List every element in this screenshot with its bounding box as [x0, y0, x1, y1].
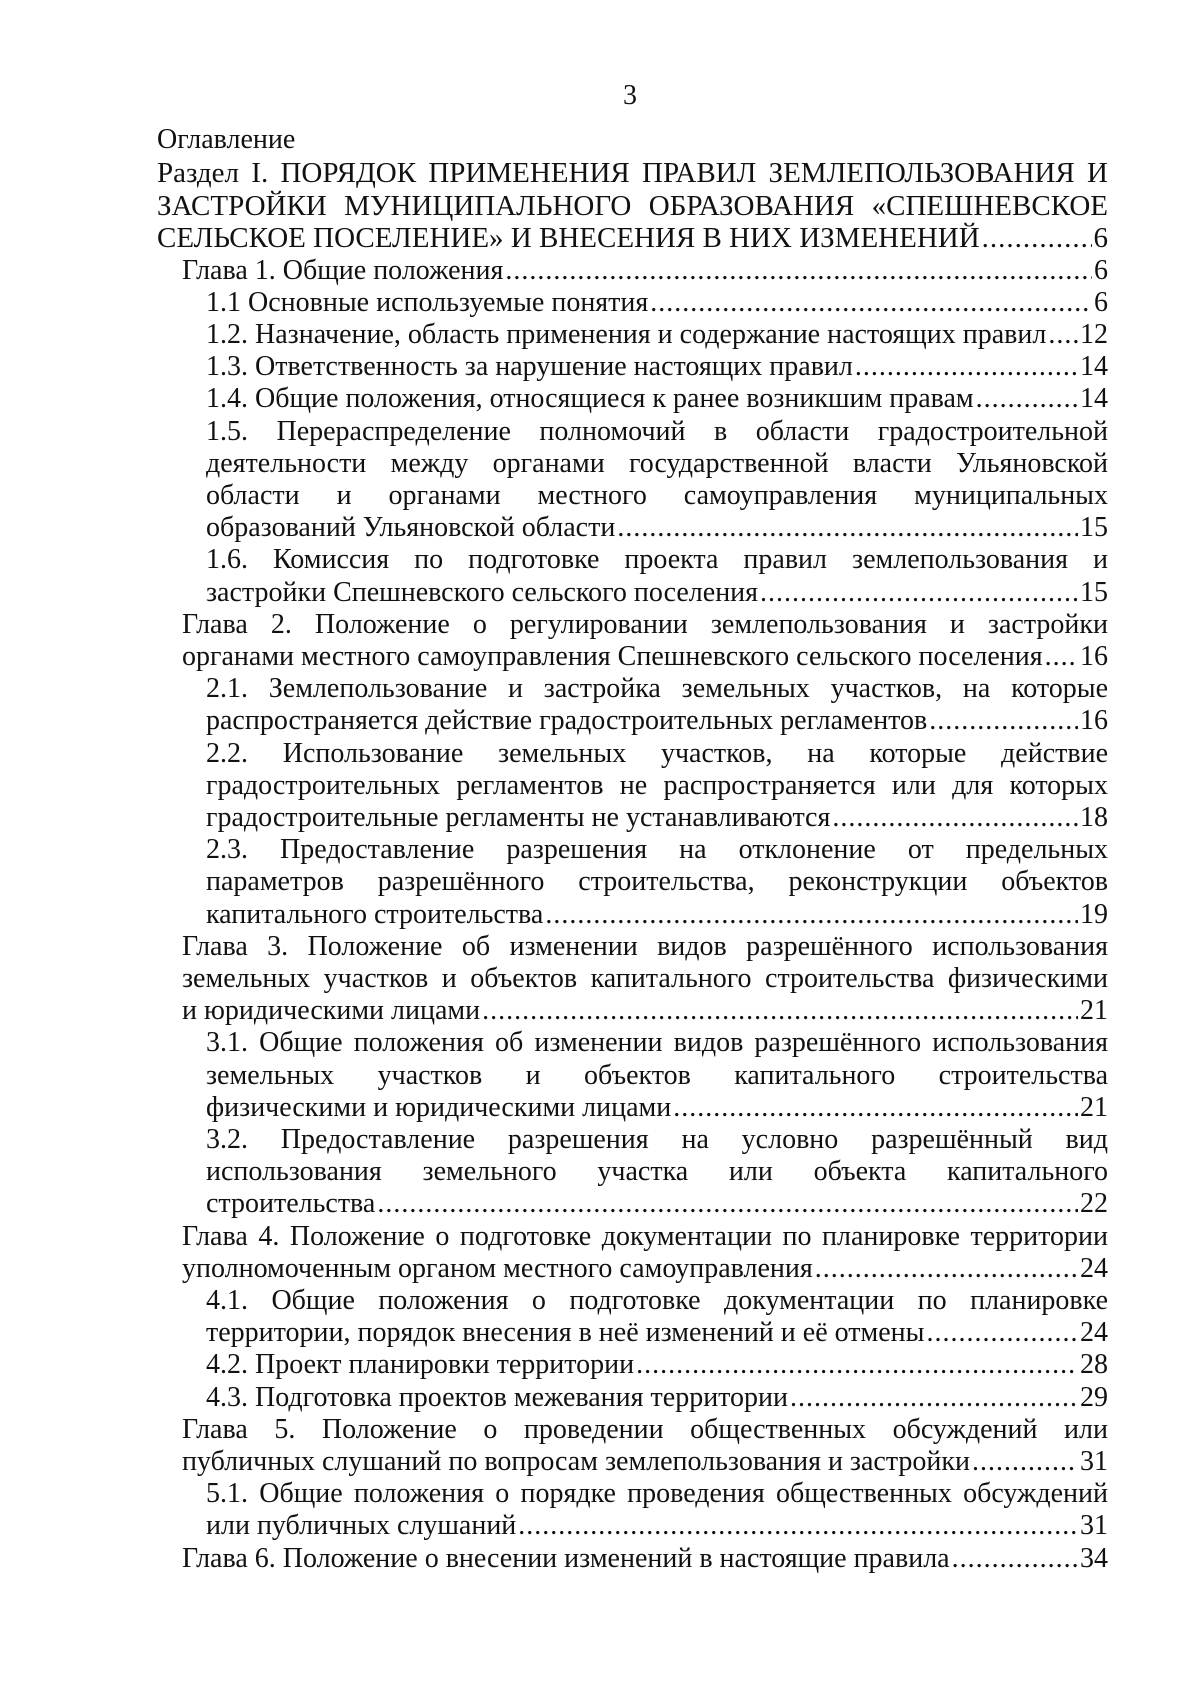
toc-entry-line: Глава 5. Положение о проведении общественных обсуждений или	[182, 1413, 1108, 1445]
toc-entry[interactable]	[206, 1349, 1108, 1381]
toc-entry-leader-line	[206, 1349, 1108, 1381]
dot-leader	[815, 1253, 1078, 1285]
toc-entry[interactable]	[182, 1543, 1108, 1575]
toc-entry-page-number: 34	[1080, 1542, 1108, 1574]
dot-leader	[926, 1317, 1078, 1349]
toc-entry-leader-line	[206, 899, 1108, 931]
toc-entry[interactable]	[182, 255, 1108, 287]
toc-entry-line: 3.2. Предоставление разрешения на условно разрешённый вид	[206, 1123, 1108, 1155]
toc-entry-title: капитального строительства	[206, 898, 544, 930]
toc-entry[interactable]	[206, 287, 1108, 319]
dot-leader	[650, 287, 1092, 319]
toc-entry-leader-line	[206, 383, 1108, 415]
toc-entry-leader-line	[206, 1510, 1108, 1542]
dot-leader	[1045, 641, 1078, 673]
dot-leader	[972, 1446, 1078, 1478]
dot-leader	[505, 255, 1092, 287]
toc-entry-title: физическими и юридическими лицами	[206, 1091, 672, 1123]
toc-entry[interactable]	[206, 319, 1108, 351]
toc-entry-line: градостроительных регламентов не распространяется или для которых	[206, 769, 1108, 801]
toc-entry-title: строительства	[206, 1188, 376, 1220]
toc-entry-page-number: 21	[1080, 995, 1108, 1027]
toc-entry-page-number: 15	[1080, 576, 1108, 608]
toc-entry-line: Раздел I. ПОРЯДОК ПРИМЕНЕНИЯ ПРАВИЛ ЗЕМЛЕПОЛЬЗОВАНИЯ И	[157, 157, 1108, 189]
toc-entry[interactable]	[206, 383, 1108, 415]
table-of-contents	[0, 157, 1200, 1575]
toc-entry-line: 1.6. Комиссия по подготовке проекта правил землепользования и	[206, 544, 1108, 576]
toc-entry-page-number: 28	[1080, 1349, 1108, 1381]
toc-entry-page-number: 6	[1094, 286, 1108, 318]
toc-entry[interactable]	[182, 931, 1108, 1028]
toc-entry-line: 2.2. Использование земельных участков, на которые действие	[206, 737, 1108, 769]
toc-entry-line: использования земельного участка или объекта капитального	[206, 1156, 1108, 1188]
toc-entry-page-number: 6	[1094, 254, 1108, 286]
toc-entry-title: распространяется действие градостроительных регламентов	[206, 705, 928, 737]
toc-entry-title: градостроительные регламенты не устанавливаются	[206, 801, 831, 833]
toc-entry[interactable]	[206, 1382, 1108, 1414]
toc-entry-leader-line	[182, 641, 1108, 673]
dot-leader	[982, 222, 1092, 255]
dot-leader	[545, 899, 1078, 931]
toc-entry-line: 1.5. Перераспределение полномочий в области градостроительной	[206, 415, 1108, 447]
toc-entry-title: застройки Спешневского сельского поселения	[206, 576, 759, 608]
page-number: 3	[623, 80, 637, 111]
dot-leader	[673, 1092, 1078, 1124]
toc-entry[interactable]	[206, 834, 1108, 931]
toc-entry-line: 2.1. Землепользование и застройка земельных участков, на которые	[206, 673, 1108, 705]
toc-entry-title: уполномоченным органом местного самоуправления	[182, 1252, 813, 1284]
toc-entry-leader-line	[206, 319, 1108, 351]
toc-entry-line: области и органами местного самоуправления муниципальных	[206, 479, 1108, 511]
toc-entry-page-number: 31	[1080, 1446, 1108, 1478]
dot-leader	[976, 383, 1078, 415]
toc-entry-leader-line	[182, 1253, 1108, 1285]
dot-leader	[855, 351, 1078, 383]
toc-entry-page-number: 16	[1080, 705, 1108, 737]
toc-entry-leader-line	[182, 1446, 1108, 1478]
dot-leader	[929, 705, 1078, 737]
toc-entry-page-number: 16	[1080, 640, 1108, 672]
toc-entry-leader-line	[206, 577, 1108, 609]
toc-entry-line: ЗАСТРОЙКИ МУНИЦИПАЛЬНОГО ОБРАЗОВАНИЯ «СПЕШНЕВСКОЕ	[157, 189, 1108, 222]
toc-entry-line: деятельности между органами государственной власти Ульяновской	[206, 447, 1108, 479]
toc-entry-line: Глава 3. Положение об изменении видов разрешённого использования	[182, 930, 1108, 962]
toc-entry-page-number: 24	[1080, 1317, 1108, 1349]
toc-entry-line: Глава 2. Положение о регулировании землепользования и застройки	[182, 608, 1108, 640]
toc-entry-leader-line	[182, 255, 1108, 287]
toc-entry-title: и юридическими лицами	[182, 995, 481, 1027]
toc-entry-page-number: 24	[1080, 1252, 1108, 1284]
toc-entry-line: 5.1. Общие положения о порядке проведения общественных обсуждений	[206, 1478, 1108, 1510]
toc-entry-leader-line	[206, 705, 1108, 737]
toc-entry-page-number: 22	[1080, 1188, 1108, 1220]
toc-entry-title: Глава 1. Общие положения	[182, 254, 504, 286]
toc-entry-title: Глава 6. Положение о внесении изменений в настоящие правила	[182, 1542, 950, 1574]
dot-leader	[377, 1188, 1078, 1220]
dot-leader	[832, 802, 1078, 834]
toc-entry-title: территории, порядок внесения в неё изменений и её отмены	[206, 1317, 925, 1349]
toc-entry-page-number: 14	[1080, 383, 1108, 415]
toc-entry-page-number: 15	[1080, 512, 1108, 544]
toc-entry-page-number: 14	[1080, 351, 1108, 383]
toc-entry[interactable]	[206, 1478, 1108, 1542]
toc-entry-title: СЕЛЬСКОЕ ПОСЕЛЕНИЕ» И ВНЕСЕНИЯ В НИХ ИЗМЕНЕНИЙ	[157, 222, 980, 254]
toc-entry-leader-line	[206, 1382, 1108, 1414]
toc-entry-page-number: 31	[1080, 1510, 1108, 1542]
toc-entry-page-number: 29	[1080, 1381, 1108, 1413]
toc-entry-title: 4.2. Проект планировки территории	[206, 1349, 635, 1381]
toc-entry-line: параметров разрешённого строительства, реконструкции объектов	[206, 866, 1108, 898]
toc-entry[interactable]	[206, 1285, 1108, 1349]
toc-entry-title: 1.2. Назначение, область применения и содержание настоящих правил	[206, 318, 1047, 350]
toc-entry[interactable]	[182, 609, 1108, 673]
toc-entry-leader-line	[206, 351, 1108, 383]
toc-entry-leader-line	[206, 1188, 1108, 1220]
toc-entry[interactable]	[206, 351, 1108, 383]
toc-entry-line: Глава 4. Положение о подготовке документации по планировке территории	[182, 1220, 1108, 1252]
toc-entry-title: 1.3. Ответственность за нарушение настоящих правил	[206, 351, 853, 383]
toc-entry-title: образований Ульяновской области	[206, 512, 616, 544]
dot-leader	[518, 1510, 1078, 1542]
toc-entry-leader-line	[206, 1092, 1108, 1124]
dot-leader	[617, 512, 1078, 544]
dot-leader	[482, 995, 1078, 1027]
toc-entry-title: органами местного самоуправления Спешневского сельского поселения	[182, 640, 1043, 672]
dot-leader	[952, 1543, 1078, 1575]
toc-entry-line: 4.1. Общие положения о подготовке документации по планировке	[206, 1285, 1108, 1316]
toc-entry[interactable]	[157, 157, 1108, 255]
toc-entry-line: земельных участков и объектов капитального строительства	[206, 1059, 1108, 1091]
toc-entry-leader-line	[206, 802, 1108, 834]
toc-entry-line: земельных участков и объектов капитального строительства физическими	[182, 962, 1108, 994]
toc-entry[interactable]	[206, 1027, 1108, 1124]
toc-entry-title: 1.4. Общие положения, относящиеся к ранее возникшим правам	[206, 383, 974, 415]
toc-entry-title: 1.1 Основные используемые понятия	[206, 286, 649, 318]
toc-entry-page-number: 12	[1080, 318, 1108, 350]
toc-entry[interactable]	[182, 1221, 1108, 1285]
toc-entry[interactable]	[206, 738, 1108, 835]
toc-entry[interactable]	[182, 1414, 1108, 1478]
toc-entry-page-number: 18	[1080, 801, 1108, 833]
toc-entry-line: 3.1. Общие положения об изменении видов разрешённого использования	[206, 1027, 1108, 1059]
toc-entry-leader-line	[157, 222, 1108, 255]
toc-entry-page-number: 19	[1080, 898, 1108, 930]
toc-entry[interactable]	[206, 1124, 1108, 1221]
toc-entry-page-number: 21	[1080, 1091, 1108, 1123]
toc-entry[interactable]	[206, 416, 1108, 545]
toc-entry-page-number: 6	[1093, 222, 1108, 254]
dot-leader	[760, 577, 1078, 609]
toc-entry-title: или публичных слушаний	[206, 1510, 517, 1542]
toc-heading: Оглавление	[157, 124, 296, 155]
toc-entry-line: 2.3. Предоставление разрешения на отклонение от предельных	[206, 834, 1108, 866]
dot-leader	[1048, 319, 1078, 351]
toc-entry-title: публичных слушаний по вопросам землепользования и застройки	[182, 1446, 970, 1478]
dot-leader	[790, 1382, 1078, 1414]
toc-entry[interactable]	[206, 673, 1108, 737]
toc-entry-leader-line	[206, 1317, 1108, 1349]
toc-entry-leader-line	[206, 287, 1108, 319]
toc-entry-leader-line	[182, 995, 1108, 1027]
toc-entry[interactable]	[206, 544, 1108, 608]
dot-leader	[636, 1349, 1078, 1381]
toc-entry-title: 4.3. Подготовка проектов межевания территории	[206, 1381, 789, 1413]
toc-entry-leader-line	[206, 512, 1108, 544]
toc-entry-leader-line	[182, 1543, 1108, 1575]
